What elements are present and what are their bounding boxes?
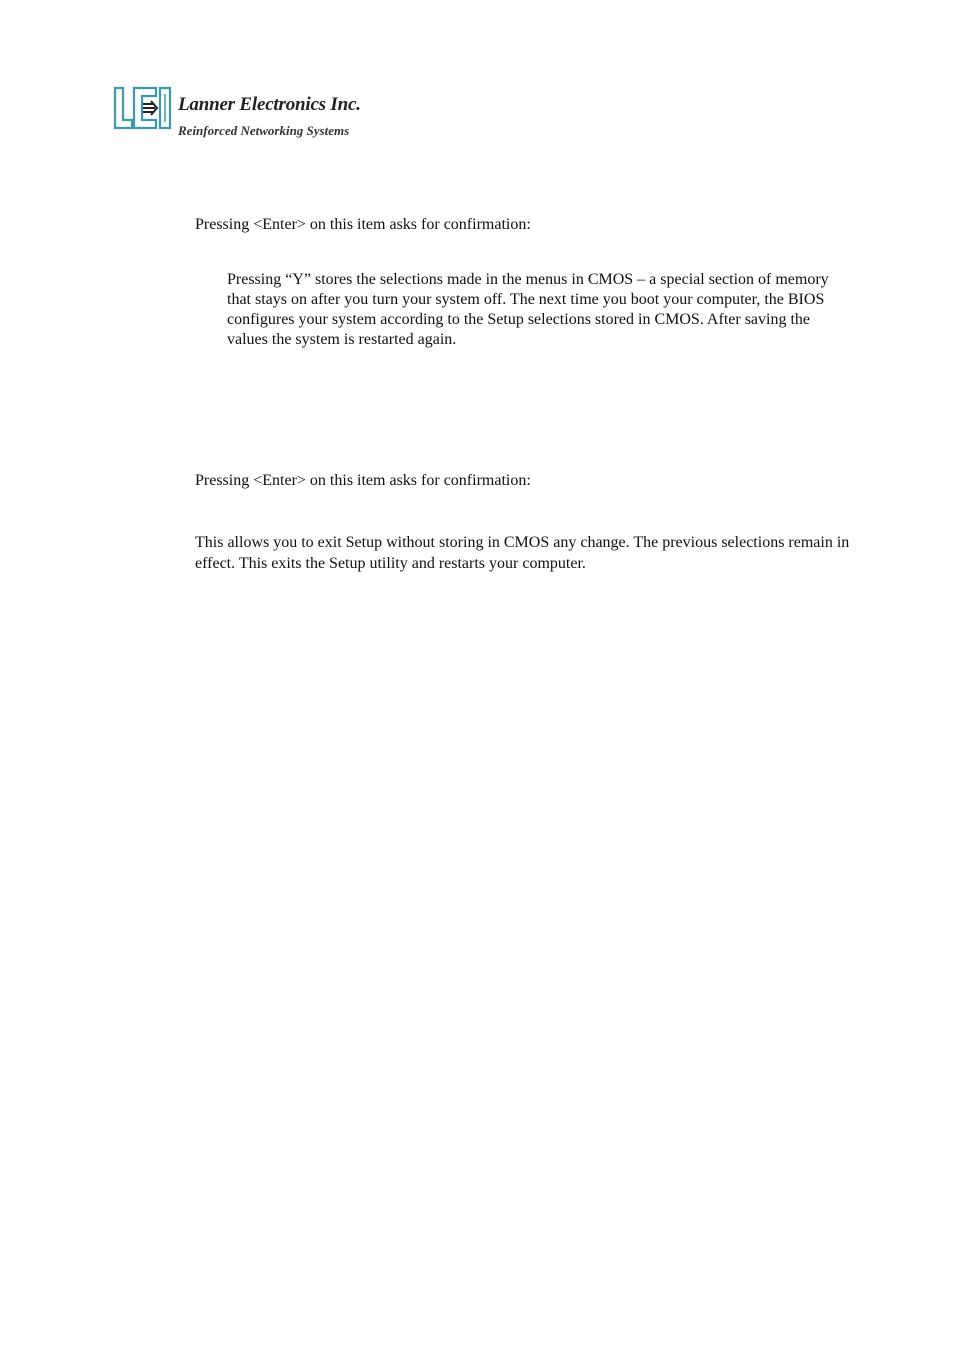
- company-logo: [112, 86, 412, 146]
- company-name: Lanner Electronics Inc.: [178, 94, 361, 115]
- save-confirmation-prompt: Pressing <Enter> on this item asks for confirmation:: [195, 216, 531, 233]
- company-tagline: Reinforced Networking Systems: [178, 123, 350, 138]
- lei-logo-icon: [112, 86, 174, 130]
- save-description: Pressing “Y” stores the selections made in the menus in CMOS – a special section of memory that stays on after you turn your system off. The next time you boot your computer, the BIOS configures your system according to the Setup selections stored in CMOS. After saving the values the system is restarted again.: [227, 271, 829, 348]
- exit-confirmation-prompt: Pressing <Enter> on this item asks for confirmation:: [195, 472, 531, 489]
- exit-description: This allows you to exit Setup without storing in CMOS any change. The previous selections remain in effect. This exits the Setup utility and restarts your computer.: [195, 534, 850, 572]
